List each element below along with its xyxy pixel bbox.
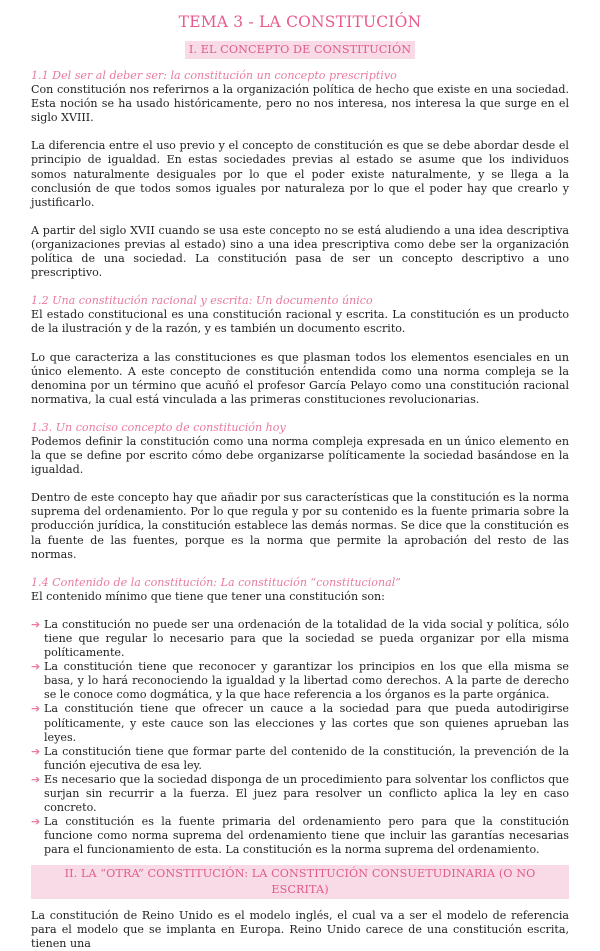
paragraph: Podemos definir la constitución como una norma compleja expresada en un único elemento en la que se define por escrito cómo debe organizarse políticamente la sociedad basándose en la igualdad. (31, 434, 569, 477)
section-2-heading: II. LA “OTRA” CONSTITUCIÓN: LA CONSTITUCIÓN CONSUETUDINARIA (O NO ESCRITA) (31, 865, 569, 899)
arrow-right-icon: ➔ (31, 617, 41, 631)
content-bullet-list (31, 618, 569, 858)
arrow-right-icon: ➔ (31, 815, 41, 829)
arrow-right-icon: ➔ (31, 744, 41, 758)
paragraph: Lo que caracteriza a las constituciones es que plasman todos los elementos esenciales en un único elemento. A este concepto de constitución entendida como una norma compleja se la denomina por un término que acuñó el profesor García Pelayo como una constitución racional normativa, la cual está vinculada a las primeras constituciones revolucionarias. (31, 350, 569, 406)
arrow-right-icon: ➔ (31, 702, 41, 716)
subsection-1-4-heading: 1.4 Contenido de la constitución: La constitución “constitucional” (31, 575, 401, 589)
document-title: TEMA 3 - LA CONSTITUCIÓN (178, 13, 422, 31)
list-item: ➔ La constitución no puede ser una ordenación de la totalidad de la vida social y política, sólo tiene que regular lo necesario para que la sociedad se pueda organizar por ella misma políticamente. (31, 617, 569, 660)
paragraph: La diferencia entre el uso previo y el concepto de constitución es que se debe abordar desde el principio de igualdad. En estas sociedades previas al estado se asume que los individuos somos naturalmente desiguales por lo que el poder existe naturalmente, y se llega a la conclusión de que todos somos iguales por naturaleza por lo que el poder hay que crearlo y justificarlo. (31, 139, 569, 209)
list-item: ➔ La constitución tiene que ofrecer un cauce a la sociedad para que pueda autodirigirse políticamente, y este cauce son las elecciones y las cortes que son quienes aprueban las leyes. (31, 702, 569, 744)
paragraph: El contenido mínimo que tiene que tener una constitución son: (31, 589, 385, 603)
list-item: ➔ La constitución tiene que formar parte del contenido de la constitución, la prevención de la función ejecutiva de esa ley. (31, 744, 569, 772)
paragraph: Dentro de este concepto hay que añadir por sus características que la constitución es la norma suprema del ordenamiento. Por lo que regula y por su contenido es la fuente primaria sobre la producción jurídica, la constitución establece las demás normas. Se dice que la constitución es la fuente de las fuentes, porque es la norma que permite la aprobación del resto de las normas. (31, 491, 569, 561)
section-1-heading: I. EL CONCEPTO DE CONSTITUCIÓN (185, 41, 415, 59)
paragraph: La constitución de Reino Unido es el modelo inglés, el cual va a ser el modelo de referencia para el modelo que se implanta en Europa. Reino Unido carece de una constitución escrita, tienen una (31, 908, 569, 950)
list-item: ➔ Es necesario que la sociedad disponga de un procedimiento para solventar los conflictos que surjan sin recurrir a la fuerza. El juez para resolver un conflicto aplica la ley en caso concreto. (31, 772, 569, 815)
subsection-1-1-heading: 1.1 Del ser al deber ser: la constitución un concepto prescriptivo (31, 69, 397, 82)
list-item: ➔ La constitución tiene que reconocer y garantizar los principios en los que ella misma se basa, y lo hará reconociendo la igualdad y la libertad como derechos. A la parte de derecho se le conoce como dogmática, y la que hace referencia a los órganos es la parte orgánica. (31, 660, 569, 702)
paragraph: Con constitución nos referirnos a la organización política de hecho que existe en una sociedad. Esta noción se ha usado históricamente, pero no nos interesa, nos interesa la que surge en el siglo XVIII. (31, 83, 569, 125)
arrow-right-icon: ➔ (31, 772, 41, 786)
arrow-right-icon: ➔ (31, 660, 41, 674)
subsection-1-3-heading: 1.3. Un conciso concepto de constitución hoy (31, 420, 286, 434)
paragraph: A partir del siglo XVII cuando se usa este concepto no se está aludiendo a una idea descriptiva (organizaciones previas al estado) sino a una idea prescriptiva como debe ser la organización política de una sociedad. La constitución pasa de ser un concepto descriptivo a uno prescriptivo. (31, 223, 569, 280)
subsection-1-2-heading: 1.2 Una constitución racional y escrita: Un documento único (31, 294, 373, 308)
list-item: ➔ La constitución es la fuente primaria del ordenamiento pero para que la constitución funcione como norma suprema del ordenamiento tiene que incluir las garantías necesarias para el funcionamiento de esta. La constitución es la norma suprema del ordenamiento. (31, 815, 569, 857)
paragraph: El estado constitucional es una constitución racional y escrita. La constitución es un producto de la ilustración y de la razón, y es también un documento escrito. (31, 308, 569, 336)
